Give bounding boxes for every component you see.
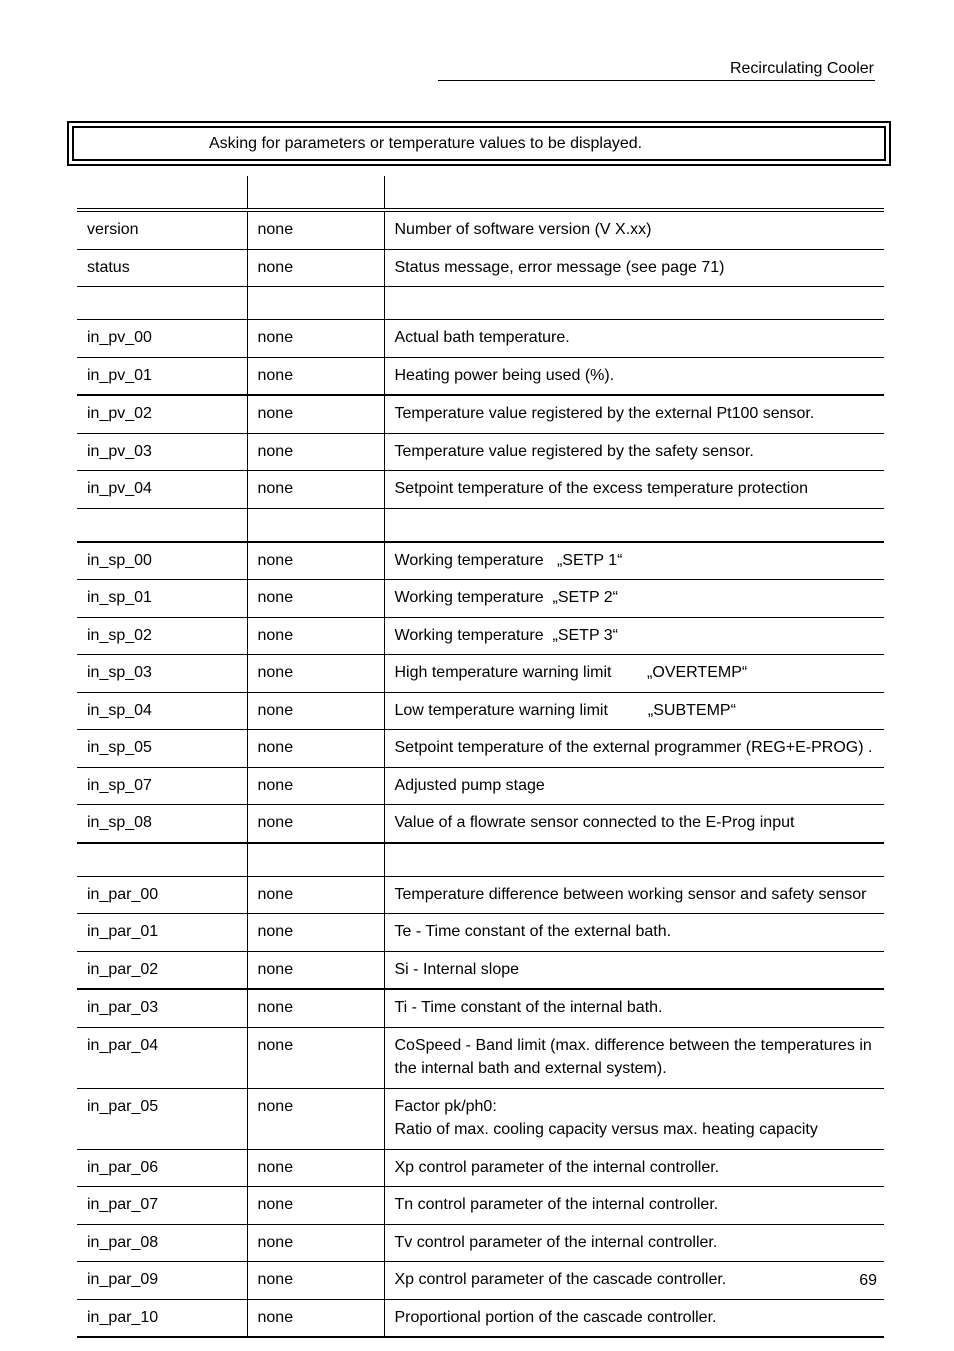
command-cell: in_par_00 <box>77 876 247 914</box>
parameter-cell: none <box>247 989 384 1027</box>
command-cell: in_par_09 <box>77 1262 247 1300</box>
parameter-cell: none <box>247 617 384 655</box>
parameter-cell: none <box>247 692 384 730</box>
parameter-cell: none <box>247 914 384 952</box>
command-cell: in_par_04 <box>77 1027 247 1088</box>
description-cell: Temperature value registered by the external Pt100 sensor. <box>384 395 884 433</box>
parameter-cell: none <box>247 395 384 433</box>
description-cell: Working temperature „SETP 1“ <box>384 542 884 580</box>
table-row <box>77 210 884 249</box>
table-row <box>77 542 884 580</box>
parameter-cell: none <box>247 1262 384 1300</box>
table-row <box>77 433 884 471</box>
parameter-cell: none <box>247 767 384 805</box>
table-row <box>77 580 884 618</box>
command-cell: in_pv_02 <box>77 395 247 433</box>
header-cell-command <box>77 176 247 210</box>
table-row <box>77 692 884 730</box>
running-header-title: Recirculating Cooler <box>729 60 874 77</box>
table-row <box>77 951 884 989</box>
table-row <box>77 1262 884 1300</box>
table-row <box>77 730 884 768</box>
description-cell: Ti - Time constant of the internal bath. <box>384 989 884 1027</box>
parameter-cell: none <box>247 471 384 509</box>
command-cell: in_par_05 <box>77 1088 247 1149</box>
parameter-cell: none <box>247 320 384 358</box>
table-row <box>77 876 884 914</box>
parameter-cell: none <box>247 542 384 580</box>
command-cell: in_par_03 <box>77 989 247 1027</box>
description-cell: Xp control parameter of the internal controller. <box>384 1149 884 1187</box>
command-cell: in_par_02 <box>77 951 247 989</box>
parameter-cell: none <box>247 951 384 989</box>
command-cell: in_sp_08 <box>77 805 247 843</box>
command-cell: in_pv_00 <box>77 320 247 358</box>
table-row <box>77 1088 884 1149</box>
description-cell: Setpoint temperature of the excess temperature protection <box>384 471 884 509</box>
page-number: 69 <box>859 1272 877 1289</box>
section-banner-text: Asking for parameters or temperature values to be displayed. <box>209 135 643 152</box>
description-cell: Temperature difference between working sensor and safety sensor <box>384 876 884 914</box>
parameter-cell: none <box>247 730 384 768</box>
description-cell: High temperature warning limit „OVERTEMP“ <box>384 655 884 693</box>
table-row <box>77 914 884 952</box>
command-cell: in_sp_07 <box>77 767 247 805</box>
command-cell: in_pv_03 <box>77 433 247 471</box>
description-cell: Actual bath temperature. <box>384 320 884 358</box>
parameter-table <box>77 176 884 1338</box>
description-cell: Number of software version (V X.xx) <box>384 210 884 249</box>
description-cell: Status message, error message (see page 71) <box>384 249 884 287</box>
parameter-cell: none <box>247 433 384 471</box>
command-cell: in_par_01 <box>77 914 247 952</box>
section-banner-inner-frame <box>72 126 886 161</box>
section-spacer-row <box>77 843 884 877</box>
command-cell: status <box>77 249 247 287</box>
parameter-cell: none <box>247 805 384 843</box>
table-row <box>77 471 884 509</box>
description-cell: Low temperature warning limit „SUBTEMP“ <box>384 692 884 730</box>
command-cell: in_sp_05 <box>77 730 247 768</box>
parameter-cell: none <box>247 580 384 618</box>
command-cell: in_par_07 <box>77 1187 247 1225</box>
parameter-cell: none <box>247 876 384 914</box>
description-line-2: Ratio of max. cooling capacity versus max. heating capacity <box>394 1121 818 1138</box>
table-row <box>77 655 884 693</box>
description-cell: Tn control parameter of the internal controller. <box>384 1187 884 1225</box>
table-row <box>77 320 884 358</box>
description-cell: Working temperature „SETP 2“ <box>384 580 884 618</box>
description-cell: Working temperature „SETP 3“ <box>384 617 884 655</box>
description-cell: Heating power being used (%). <box>384 357 884 395</box>
parameter-cell: none <box>247 249 384 287</box>
command-cell: in_sp_03 <box>77 655 247 693</box>
command-cell: in_sp_02 <box>77 617 247 655</box>
description-cell: Setpoint temperature of the external programmer (REG+E-PROG) . <box>384 730 884 768</box>
description-cell: Adjusted pump stage <box>384 767 884 805</box>
description-cell: Tv control parameter of the internal controller. <box>384 1224 884 1262</box>
header-cell-response <box>384 176 884 210</box>
parameter-cell: none <box>247 655 384 693</box>
table-row <box>77 1299 884 1337</box>
table-row <box>77 1187 884 1225</box>
table-row <box>77 357 884 395</box>
description-cell: CoSpeed - Band limit (max. difference between the temperatures in the internal bath and external system). <box>384 1027 884 1088</box>
command-cell: in_par_06 <box>77 1149 247 1187</box>
command-cell: in_sp_00 <box>77 542 247 580</box>
description-cell: Value of a flowrate sensor connected to the E-Prog input <box>384 805 884 843</box>
section-banner <box>67 121 891 166</box>
section-spacer-row <box>77 287 884 320</box>
command-cell: in_sp_04 <box>77 692 247 730</box>
command-cell: in_sp_01 <box>77 580 247 618</box>
table-row <box>77 1224 884 1262</box>
table-row <box>77 395 884 433</box>
description-line-1: Factor pk/ph0: <box>394 1097 497 1115</box>
table-row <box>77 617 884 655</box>
description-cell: Temperature value registered by the safety sensor. <box>384 433 884 471</box>
command-cell: in_par_08 <box>77 1224 247 1262</box>
table-header-row <box>77 176 884 210</box>
description-cell: Xp control parameter of the cascade controller. <box>384 1262 884 1300</box>
parameter-cell: none <box>247 1027 384 1088</box>
parameter-cell: none <box>247 1299 384 1337</box>
parameter-cell: none <box>247 357 384 395</box>
header-rule <box>438 80 875 81</box>
parameter-cell: none <box>247 1224 384 1262</box>
description-cell: Si - Internal slope <box>384 951 884 989</box>
parameter-cell: none <box>247 1088 384 1149</box>
parameter-cell: none <box>247 210 384 249</box>
command-cell: in_pv_01 <box>77 357 247 395</box>
table-row <box>77 767 884 805</box>
command-cell: in_par_10 <box>77 1299 247 1337</box>
table-row <box>77 805 884 843</box>
description-cell: Te - Time constant of the external bath. <box>384 914 884 952</box>
command-cell: version <box>77 210 247 249</box>
section-spacer-row <box>77 508 884 542</box>
description-cell <box>384 1088 884 1149</box>
header-cell-parameter <box>247 176 384 210</box>
table-row <box>77 249 884 287</box>
parameter-cell: none <box>247 1187 384 1225</box>
table-row <box>77 1027 884 1088</box>
description-cell: Proportional portion of the cascade controller. <box>384 1299 884 1337</box>
parameter-cell: none <box>247 1149 384 1187</box>
table-row <box>77 989 884 1027</box>
command-cell: in_pv_04 <box>77 471 247 509</box>
table-row <box>77 1149 884 1187</box>
